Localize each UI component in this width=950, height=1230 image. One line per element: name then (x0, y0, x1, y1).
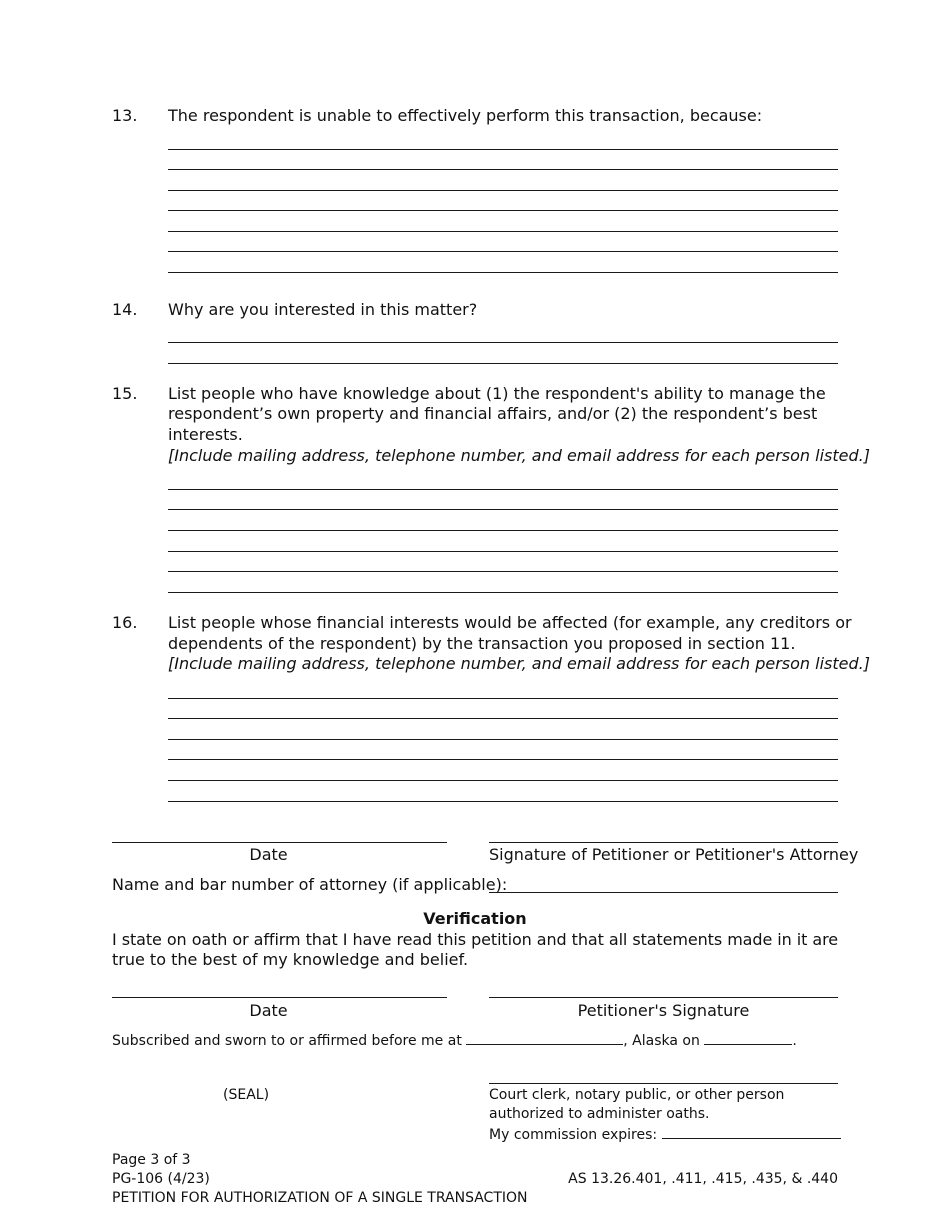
section-14-text: Why are you interested in this matter? (168, 300, 478, 319)
answer-line[interactable] (168, 718, 838, 719)
answer-line[interactable] (168, 169, 838, 170)
answer-line[interactable] (168, 739, 838, 740)
answer-line[interactable] (168, 149, 838, 150)
page-number: Page 3 of 3 (112, 1152, 191, 1168)
notary-signature-line[interactable] (489, 1083, 838, 1084)
section-13-number: 13. (112, 106, 138, 125)
sworn-statement (112, 1030, 797, 1051)
answer-line[interactable] (168, 210, 838, 211)
signature-label: Signature of Petitioner or Petitioner's Attorney (489, 845, 859, 864)
section-14-number: 14. (112, 300, 138, 319)
answer-line[interactable] (168, 489, 838, 490)
answer-line[interactable] (168, 190, 838, 191)
answer-line[interactable] (168, 551, 838, 552)
form-number: PG-106 (4/23) (112, 1171, 210, 1187)
attorney-name-line[interactable] (489, 892, 838, 893)
answer-line[interactable] (168, 571, 838, 572)
section-15-line1: List people who have knowledge about (1) the respondent's ability to manage the (168, 384, 826, 403)
answer-line[interactable] (168, 342, 838, 343)
answer-line[interactable] (168, 698, 838, 699)
sworn-end: . (792, 1033, 797, 1049)
commission-label: My commission expires: (489, 1127, 658, 1143)
section-13-text: The respondent is unable to effectively perform this transaction, because: (168, 106, 763, 125)
verification-heading: Verification (423, 909, 527, 928)
verification-date-line[interactable] (112, 997, 447, 998)
answer-line[interactable] (168, 592, 838, 593)
section-15-number: 15. (112, 384, 138, 403)
commission-expires (489, 1124, 841, 1145)
sworn-middle: , Alaska on (623, 1033, 700, 1049)
seal-label: (SEAL) (223, 1087, 270, 1103)
petitioner-verification-signature-line[interactable] (489, 997, 838, 998)
clerk-line1: Court clerk, notary public, or other person (489, 1087, 785, 1103)
answer-line[interactable] (168, 801, 838, 802)
section-15-note: [Include mailing address, telephone number, and email address for each person listed.] (168, 446, 870, 465)
form-title: PETITION FOR AUTHORIZATION OF A SINGLE TRANSACTION (112, 1190, 528, 1206)
answer-line[interactable] (168, 251, 838, 252)
date-label: Date (249, 845, 288, 864)
verification-date-label: Date (249, 1001, 288, 1020)
section-16-number: 16. (112, 613, 138, 632)
verification-line2: true to the best of my knowledge and belief. (112, 950, 469, 969)
petitioner-signature-line[interactable] (489, 842, 838, 843)
answer-line[interactable] (168, 509, 838, 510)
petitioner-signature-label: Petitioner's Signature (577, 1001, 750, 1020)
location-blank[interactable] (466, 1030, 623, 1045)
answer-line[interactable] (168, 231, 838, 232)
verification-line1: I state on oath or affirm that I have read this petition and that all statements made in it are (112, 930, 838, 949)
date-signature-line[interactable] (112, 842, 447, 843)
commission-date-blank[interactable] (662, 1124, 841, 1139)
answer-line[interactable] (168, 363, 838, 364)
section-15-line3: interests. (168, 425, 243, 444)
sworn-date-blank[interactable] (704, 1030, 792, 1045)
answer-line[interactable] (168, 272, 838, 273)
statutes: AS 13.26.401, .411, .415, .435, & .440 (568, 1171, 838, 1187)
section-16-line2: dependents of the respondent) by the transaction you proposed in section 11. (168, 634, 796, 653)
clerk-line2: authorized to administer oaths. (489, 1106, 710, 1122)
attorney-label: Name and bar number of attorney (if applicable): (112, 875, 508, 894)
sworn-prefix: Subscribed and sworn to or affirmed before me at (112, 1033, 462, 1049)
answer-line[interactable] (168, 780, 838, 781)
answer-line[interactable] (168, 530, 838, 531)
answer-line[interactable] (168, 759, 838, 760)
section-16-note: [Include mailing address, telephone number, and email address for each person listed.] (168, 654, 870, 673)
section-15-line2: respondent’s own property and financial affairs, and/or (2) the respondent’s best (168, 404, 818, 423)
section-16-line1: List people whose financial interests would be affected (for example, any creditors or (168, 613, 852, 632)
